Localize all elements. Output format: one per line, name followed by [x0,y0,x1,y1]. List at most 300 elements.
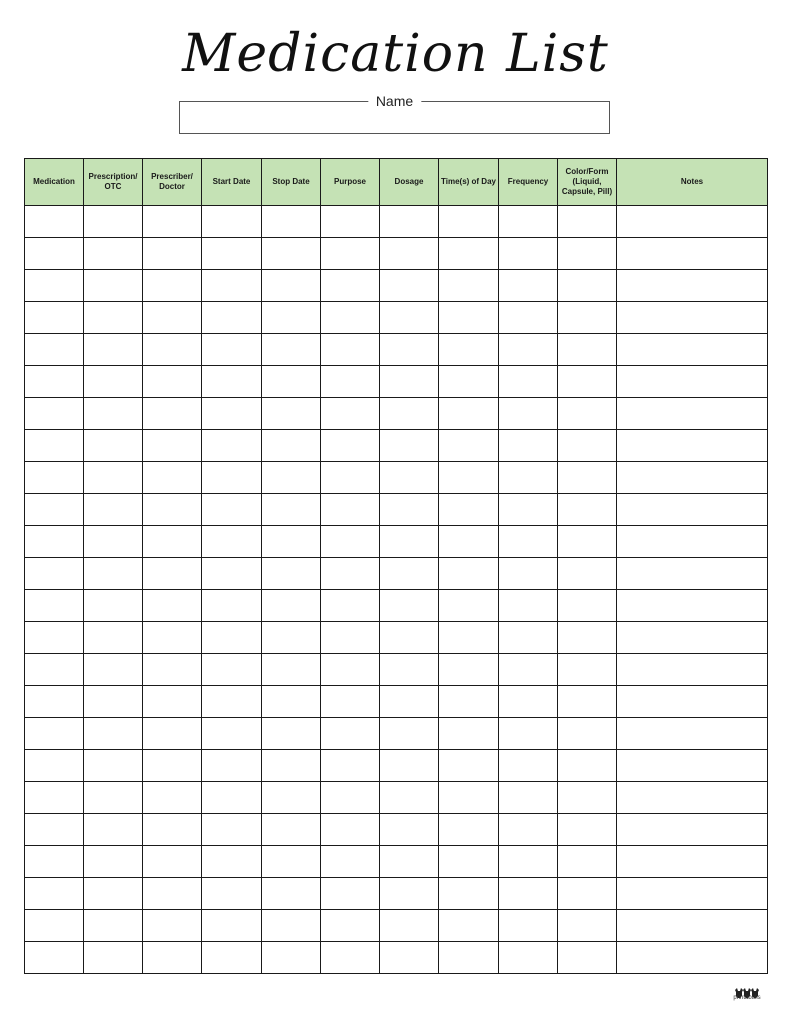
table-cell[interactable] [439,878,499,910]
table-cell[interactable] [380,366,439,398]
table-cell[interactable] [143,814,202,846]
table-cell[interactable] [321,782,380,814]
table-cell[interactable] [439,590,499,622]
table-cell[interactable] [25,398,84,430]
table-cell[interactable] [499,526,558,558]
table-cell[interactable] [262,622,321,654]
table-cell[interactable] [499,270,558,302]
table-cell[interactable] [499,622,558,654]
table-cell[interactable] [262,910,321,942]
table-cell[interactable] [143,302,202,334]
table-cell[interactable] [84,846,143,878]
table-cell[interactable] [202,622,262,654]
table-cell[interactable] [558,398,617,430]
table-cell[interactable] [25,590,84,622]
table-cell[interactable] [321,622,380,654]
table-cell[interactable] [439,782,499,814]
table-cell[interactable] [617,718,768,750]
table-cell[interactable] [499,366,558,398]
table-cell[interactable] [499,398,558,430]
table-cell[interactable] [439,814,499,846]
table-cell[interactable] [202,206,262,238]
table-cell[interactable] [439,430,499,462]
table-cell[interactable] [25,302,84,334]
table-cell[interactable] [499,334,558,366]
table-cell[interactable] [143,686,202,718]
table-cell[interactable] [321,558,380,590]
table-row [25,462,768,494]
table-row [25,750,768,782]
table-cell[interactable] [558,302,617,334]
table-row [25,590,768,622]
table-cell[interactable] [617,686,768,718]
table-cell[interactable] [439,622,499,654]
table-cell[interactable] [321,910,380,942]
table-cell[interactable] [143,430,202,462]
table-cell[interactable] [439,494,499,526]
table-row [25,686,768,718]
table-cell[interactable] [25,878,84,910]
table-cell[interactable] [84,750,143,782]
table-cell[interactable] [380,654,439,686]
table-cell[interactable] [499,462,558,494]
table-cell[interactable] [84,302,143,334]
table-cell[interactable] [558,846,617,878]
table-cell[interactable] [84,398,143,430]
table-cell[interactable] [143,270,202,302]
table-cell[interactable] [143,654,202,686]
table-cell[interactable] [84,430,143,462]
table-cell[interactable] [617,910,768,942]
table-cell[interactable] [499,686,558,718]
table-cell[interactable] [617,590,768,622]
table-cell[interactable] [202,942,262,974]
table-cell[interactable] [558,366,617,398]
table-cell[interactable] [321,302,380,334]
table-cell[interactable] [262,462,321,494]
footer-brand-text: printabulls [733,995,761,1001]
table-cell[interactable] [321,846,380,878]
table-cell[interactable] [202,878,262,910]
table-cell[interactable] [321,718,380,750]
table-cell[interactable] [143,238,202,270]
table-cell[interactable] [84,718,143,750]
table-cell[interactable] [499,430,558,462]
table-cell[interactable] [25,270,84,302]
table-cell[interactable] [25,942,84,974]
table-cell[interactable] [84,526,143,558]
table-cell[interactable] [617,750,768,782]
table-cell[interactable] [380,558,439,590]
table-cell[interactable] [202,462,262,494]
table-cell[interactable] [84,494,143,526]
table-cell[interactable] [380,622,439,654]
table-cell[interactable] [321,526,380,558]
table-cell[interactable] [439,910,499,942]
table-cell[interactable] [143,206,202,238]
table-cell[interactable] [84,878,143,910]
table-cell[interactable] [84,942,143,974]
table-cell[interactable] [617,238,768,270]
table-cell[interactable] [202,846,262,878]
table-cell[interactable] [380,782,439,814]
table-cell[interactable] [439,238,499,270]
table-cell[interactable] [321,366,380,398]
table-cell[interactable] [262,942,321,974]
table-cell[interactable] [84,590,143,622]
table-cell[interactable] [558,910,617,942]
table-cell[interactable] [143,846,202,878]
table-cell[interactable] [321,430,380,462]
table-cell[interactable] [321,270,380,302]
table-cell[interactable] [202,558,262,590]
table-cell[interactable] [262,526,321,558]
table-cell[interactable] [558,654,617,686]
table-cell[interactable] [25,430,84,462]
table-cell[interactable] [439,462,499,494]
table-row [25,206,768,238]
column-header-stop-date: Stop Date [262,159,321,206]
table-row [25,526,768,558]
table-cell[interactable] [617,622,768,654]
table-cell[interactable] [617,558,768,590]
table-cell[interactable] [499,782,558,814]
table-cell[interactable] [558,814,617,846]
table-cell[interactable] [439,718,499,750]
table-cell[interactable] [143,878,202,910]
table-cell[interactable] [617,398,768,430]
table-cell[interactable] [558,718,617,750]
table-cell[interactable] [439,270,499,302]
table-cell[interactable] [617,270,768,302]
table-cell[interactable] [558,622,617,654]
table-cell[interactable] [499,942,558,974]
table-cell[interactable] [25,558,84,590]
table-cell[interactable] [321,814,380,846]
table-cell[interactable] [25,814,84,846]
table-cell[interactable] [202,654,262,686]
table-header-row [25,159,768,206]
table-cell[interactable] [84,270,143,302]
table-cell[interactable] [617,494,768,526]
table-cell[interactable] [439,366,499,398]
table-cell[interactable] [84,910,143,942]
table-cell[interactable] [262,558,321,590]
table-cell[interactable] [380,430,439,462]
table-cell[interactable] [380,718,439,750]
table-cell[interactable] [380,206,439,238]
table-cell[interactable] [25,686,84,718]
table-cell[interactable] [25,782,84,814]
table-cell[interactable] [439,302,499,334]
table-cell[interactable] [380,910,439,942]
table-cell[interactable] [321,238,380,270]
table-cell[interactable] [321,590,380,622]
table-cell[interactable] [499,878,558,910]
table-cell[interactable] [84,622,143,654]
table-cell[interactable] [617,366,768,398]
table-cell[interactable] [617,878,768,910]
table-cell[interactable] [143,526,202,558]
table-cell[interactable] [558,238,617,270]
table-row [25,846,768,878]
table-cell[interactable] [439,654,499,686]
table-cell[interactable] [143,782,202,814]
table-cell[interactable] [25,366,84,398]
table-cell[interactable] [558,590,617,622]
column-header-dosage: Dosage [380,159,439,206]
table-cell[interactable] [558,270,617,302]
table-cell[interactable] [262,430,321,462]
table-cell[interactable] [84,206,143,238]
table-cell[interactable] [558,878,617,910]
table-row [25,430,768,462]
table-cell[interactable] [202,590,262,622]
table-cell[interactable] [617,462,768,494]
table-cell[interactable] [499,238,558,270]
table-row [25,622,768,654]
table-cell[interactable] [84,462,143,494]
table-cell[interactable] [439,846,499,878]
table-cell[interactable] [202,686,262,718]
table-cell[interactable] [202,718,262,750]
table-cell[interactable] [262,750,321,782]
table-cell[interactable] [558,206,617,238]
table-cell[interactable] [202,782,262,814]
table-cell[interactable] [439,750,499,782]
table-cell[interactable] [380,750,439,782]
table-cell[interactable] [202,814,262,846]
column-header-color-form: Color/Form (Liquid, Capsule, Pill) [558,159,617,206]
table-cell[interactable] [439,686,499,718]
table-cell[interactable] [25,846,84,878]
table-cell[interactable] [143,718,202,750]
table-cell[interactable] [143,334,202,366]
table-cell[interactable] [617,814,768,846]
table-cell[interactable] [617,430,768,462]
table-row [25,782,768,814]
table-cell[interactable] [380,590,439,622]
table-cell[interactable] [321,206,380,238]
table-cell[interactable] [380,526,439,558]
table-cell[interactable] [558,334,617,366]
table-row [25,942,768,974]
table-cell[interactable] [380,846,439,878]
table-cell[interactable] [84,558,143,590]
table-cell[interactable] [202,494,262,526]
table-cell[interactable] [380,686,439,718]
table-cell[interactable] [499,590,558,622]
table-cell[interactable] [143,398,202,430]
table-cell[interactable] [321,334,380,366]
table-cell[interactable] [380,494,439,526]
table-cell[interactable] [499,718,558,750]
table-cell[interactable] [143,622,202,654]
table-cell[interactable] [262,494,321,526]
table-cell[interactable] [439,334,499,366]
table-cell[interactable] [380,814,439,846]
table-cell[interactable] [84,814,143,846]
table-cell[interactable] [25,654,84,686]
table-cell[interactable] [380,942,439,974]
table-cell[interactable] [499,302,558,334]
table-cell[interactable] [380,462,439,494]
table-cell[interactable] [499,558,558,590]
table-row [25,878,768,910]
table-cell[interactable] [202,398,262,430]
table-cell[interactable] [84,238,143,270]
table-cell[interactable] [262,334,321,366]
table-cell[interactable] [262,206,321,238]
table-cell[interactable] [262,846,321,878]
table-cell[interactable] [380,398,439,430]
table-cell[interactable] [262,270,321,302]
table-row [25,558,768,590]
table-cell[interactable] [499,494,558,526]
table-row [25,494,768,526]
table-cell[interactable] [499,814,558,846]
table-cell[interactable] [380,334,439,366]
table-cell[interactable] [202,302,262,334]
table-cell[interactable] [25,526,84,558]
table-cell[interactable] [25,238,84,270]
table-row [25,398,768,430]
table-cell[interactable] [84,686,143,718]
table-cell[interactable] [202,910,262,942]
table-cell[interactable] [558,526,617,558]
table-cell[interactable] [262,814,321,846]
table-cell[interactable] [321,398,380,430]
name-field[interactable] [179,93,610,134]
footer-logo [727,985,767,1002]
table-cell[interactable] [380,878,439,910]
table-cell[interactable] [558,782,617,814]
table-cell[interactable] [262,238,321,270]
table-cell[interactable] [617,942,768,974]
table-cell[interactable] [499,910,558,942]
table-cell[interactable] [25,718,84,750]
table-cell[interactable] [25,462,84,494]
table-cell[interactable] [84,782,143,814]
table-cell[interactable] [499,206,558,238]
table-body [25,206,768,974]
table-cell[interactable] [84,366,143,398]
table-cell[interactable] [558,686,617,718]
table-cell[interactable] [617,302,768,334]
table-cell[interactable] [558,558,617,590]
table-cell[interactable] [262,654,321,686]
table-cell[interactable] [439,942,499,974]
table-cell[interactable] [262,686,321,718]
table-cell[interactable] [439,526,499,558]
column-header-notes: Notes [617,159,768,206]
table-cell[interactable] [321,942,380,974]
table-cell[interactable] [617,782,768,814]
table-cell[interactable] [558,942,617,974]
table-cell[interactable] [321,494,380,526]
table-cell[interactable] [262,878,321,910]
table-row [25,718,768,750]
table-cell[interactable] [25,750,84,782]
table-cell[interactable] [202,270,262,302]
table-cell[interactable] [321,654,380,686]
table-row [25,814,768,846]
table-cell[interactable] [143,590,202,622]
table-cell[interactable] [558,430,617,462]
table-cell[interactable] [143,910,202,942]
table-cell[interactable] [84,334,143,366]
table-row [25,334,768,366]
table-cell[interactable] [262,718,321,750]
column-header-purpose: Purpose [321,159,380,206]
table-cell[interactable] [25,206,84,238]
table-cell[interactable] [143,558,202,590]
table-cell[interactable] [202,334,262,366]
page-title: Medication List [182,24,609,84]
table-cell[interactable] [321,686,380,718]
table-cell[interactable] [617,334,768,366]
table-cell[interactable] [262,782,321,814]
table-cell[interactable] [499,846,558,878]
table-cell[interactable] [321,878,380,910]
table-row [25,238,768,270]
table-cell[interactable] [143,942,202,974]
table-cell[interactable] [380,302,439,334]
table-cell[interactable] [439,398,499,430]
table-cell[interactable] [262,590,321,622]
table-cell[interactable] [558,462,617,494]
table-cell[interactable] [143,750,202,782]
table-cell[interactable] [202,430,262,462]
table-cell[interactable] [558,750,617,782]
table-cell[interactable] [25,494,84,526]
table-cell[interactable] [262,366,321,398]
table-cell[interactable] [202,526,262,558]
table-cell[interactable] [143,494,202,526]
table-row [25,302,768,334]
table-cell[interactable] [143,462,202,494]
table-cell[interactable] [202,750,262,782]
table-cell[interactable] [262,398,321,430]
table-cell[interactable] [558,494,617,526]
table-cell[interactable] [617,526,768,558]
column-header-prescription-otc: Prescription/ OTC [84,159,143,206]
table-cell[interactable] [617,654,768,686]
table-cell[interactable] [380,270,439,302]
table-cell[interactable] [499,654,558,686]
table-cell[interactable] [439,558,499,590]
table-cell[interactable] [262,302,321,334]
table-cell[interactable] [143,366,202,398]
table-cell[interactable] [617,846,768,878]
column-header-prescriber-doctor: Prescriber/ Doctor [143,159,202,206]
column-header-medication: Medication [25,159,84,206]
table-cell[interactable] [321,462,380,494]
table-cell[interactable] [499,750,558,782]
table-cell[interactable] [202,366,262,398]
table-row [25,654,768,686]
table-cell[interactable] [25,334,84,366]
table-cell[interactable] [321,750,380,782]
table-cell[interactable] [25,910,84,942]
table-cell[interactable] [84,654,143,686]
table-cell[interactable] [202,238,262,270]
table-cell[interactable] [617,206,768,238]
table-cell[interactable] [25,622,84,654]
medication-table [24,158,768,974]
table-cell[interactable] [439,206,499,238]
table-cell[interactable] [380,238,439,270]
